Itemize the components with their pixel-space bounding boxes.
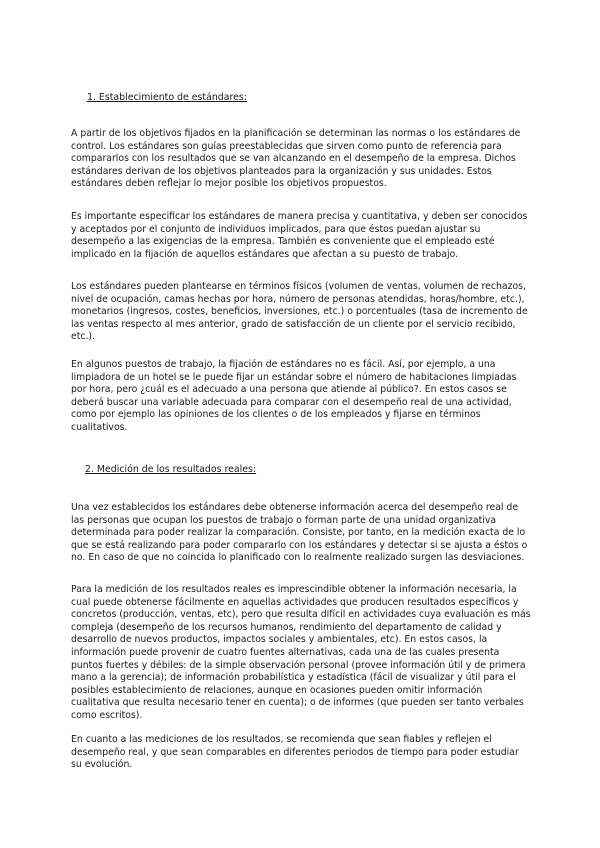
text-line: En cuanto a las mediciones de los resultados, se recomienda que sean fiables y reflejen el xyxy=(71,734,492,745)
text-line: su evolución. xyxy=(71,759,133,771)
text-line: determinada para poder realizar la comparación. Consiste, por tanto, en la medición exacta de lo xyxy=(71,527,526,539)
text-line: desempeño real, y que sean comparables en diferentes periodos de tiempo para poder estudiar xyxy=(71,746,519,758)
text-line: concretos (producción, ventas, etc), pero que resulta difícil en actividades cuya evaluación es más xyxy=(71,609,531,621)
text-line: Una vez establecidos los estándares debe obtenerse información acerca del desempeño real de xyxy=(71,502,519,513)
text-line: Para la medición de los resultados reales es imprescindible obtener la información necesaria, la xyxy=(71,584,517,595)
text-line: cualitativos. xyxy=(71,421,128,433)
text-line: etc.). xyxy=(71,331,96,343)
text-line: puntos fuertes y débiles: de la simple observación personal (provee información útil y de primera xyxy=(71,659,526,671)
paragraph xyxy=(71,502,541,565)
paragraph xyxy=(71,584,541,723)
section-heading-medicion: 2. Medición de los resultados reales: xyxy=(85,464,257,475)
text-line: estándares deben reflejar lo mejor posible los objetivos propuestos. xyxy=(71,178,387,190)
text-line: desempeño a las exigencias de la empresa. También es conveniente que el empleado esté xyxy=(71,236,495,248)
text-line: deberá buscar una variable adecuada para comparar con el desempeño real de una actividad, xyxy=(71,396,512,408)
paragraph xyxy=(71,128,541,191)
text-line: nivel de ocupación, camas hechas por hora, número de personas atendidas, horas/hombre, etc.), xyxy=(71,293,525,305)
text-line: En algunos puestos de trabajo, la fijación de estándares no es fácil. Así, por ejemplo, a una xyxy=(71,359,496,370)
paragraph xyxy=(71,281,541,344)
text-line: como por ejemplo las opiniones de los clientes o de los empleados y fijarse en términos xyxy=(71,409,481,421)
text-line: posibles establecimiento de relaciones, aunque en ocasiones pueden omitir información xyxy=(71,684,483,696)
paragraph xyxy=(71,734,541,772)
text-line: como escritos). xyxy=(71,709,143,721)
text-line: limpiadora de un hotel se le puede fijar un estándar sobre el número de habitaciones limpiadas xyxy=(71,371,517,383)
text-line: información puede provenir de cuatro fuentes alternativas, cada una de las cuales presenta xyxy=(71,646,500,658)
text-line: no. En caso de que no coincida lo planificado con lo realmente realizado surgen las desviaciones. xyxy=(71,552,525,564)
text-line: monetarios (ingresos, costes, beneficios, inversiones, etc.) o porcentuales (tasa de incremento de xyxy=(71,306,528,318)
text-line: Es importante especificar los estándares de manera precisa y cuantitativa, y deben ser conocidos xyxy=(71,211,528,222)
text-line: cual puede obtenerse fácilmente en aquellas actividades que producen resultados específicos y xyxy=(71,596,519,608)
text-line: compararlos con los resultados que se van alcanzando en el desempeño de la empresa. Dichos xyxy=(71,153,516,165)
text-line: implicado en la fijación de aquellos estándares que afectan a su puesto de trabajo. xyxy=(71,248,459,260)
text-line: Los estándares pueden plantearse en términos físicos (volumen de ventas, volumen de rechazos, xyxy=(71,281,526,292)
text-line: las ventas respecto al mes anterior, grado de satisfacción de un cliente por el servicio recibido, xyxy=(71,318,516,330)
text-line: y aceptados por el conjunto de individuos implicados, para que éstos puedan ajustar su xyxy=(71,223,481,235)
section-heading-establecimiento: 1. Establecimiento de estándares: xyxy=(87,92,247,103)
text-line: las personas que ocupan los puestos de trabajo o forman parte de una unidad organizativa xyxy=(71,514,497,526)
text-line: compleja (desempeño de los recursos humanos, rendimiento del departamento de calidad y xyxy=(71,621,502,633)
text-line: cualitativa que resulta necesario tener en cuenta); o de informes (que pueden ser tanto verbales xyxy=(71,697,524,709)
text-line: desarrollo de nuevos productos, impactos sociales y ambientales, etc). En estos casos, la xyxy=(71,634,488,646)
text-line: por hora, pero ¿cuál es el adecuado a una persona que atiende al público?. En estos casos se xyxy=(71,384,507,396)
text-line: control. Los estándares son guías preestablecidas que sirven como punto de referencia para xyxy=(71,140,502,152)
text-line: mano a la gerencia); de información probabilística y estadística (fácil de visualizar y útil para el xyxy=(71,672,516,684)
text-line: que se está realizando para poder compararlo con los estándares y detectar si se ajusta a éstos o xyxy=(71,539,528,551)
paragraph xyxy=(71,359,541,435)
text-line: A partir de los objetivos fijados en la planificación se determinan las normas o los estándares de xyxy=(71,128,521,139)
text-line: estándares derivan de los objetivos planteados para la organización y sus unidades. Estos xyxy=(71,165,492,177)
paragraph xyxy=(71,211,541,261)
